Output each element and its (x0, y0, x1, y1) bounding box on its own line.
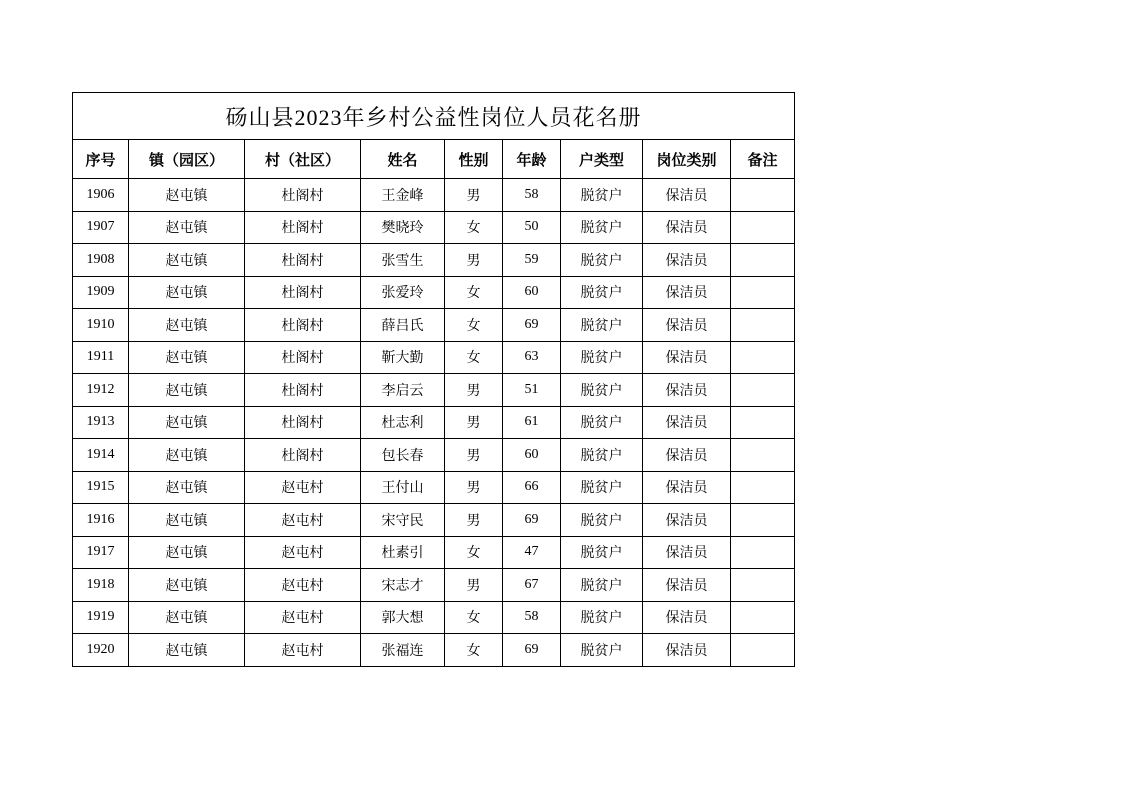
cell-gender: 男 (445, 504, 503, 537)
table-row (73, 634, 795, 667)
table-row (73, 471, 795, 504)
cell-name: 包长春 (361, 439, 445, 472)
cell-village: 杜阁村 (245, 406, 361, 439)
cell-seq: 1914 (73, 439, 129, 472)
cell-name: 郭大想 (361, 601, 445, 634)
cell-job-category: 保洁员 (643, 439, 731, 472)
table-row (73, 179, 795, 212)
cell-age: 58 (503, 601, 561, 634)
cell-seq: 1910 (73, 309, 129, 342)
cell-job-category: 保洁员 (643, 569, 731, 602)
cell-town: 赵屯镇 (129, 179, 245, 212)
cell-village: 赵屯村 (245, 504, 361, 537)
cell-job-category: 保洁员 (643, 341, 731, 374)
cell-name: 樊晓玲 (361, 211, 445, 244)
cell-town: 赵屯镇 (129, 536, 245, 569)
cell-remark (731, 471, 795, 504)
cell-gender: 男 (445, 569, 503, 602)
cell-seq: 1909 (73, 276, 129, 309)
cell-household-type: 脱贫户 (561, 244, 643, 277)
cell-village: 杜阁村 (245, 374, 361, 407)
cell-name: 杜素引 (361, 536, 445, 569)
cell-village: 杜阁村 (245, 211, 361, 244)
cell-remark (731, 211, 795, 244)
column-header-gender: 性别 (445, 140, 503, 179)
cell-seq: 1913 (73, 406, 129, 439)
cell-gender: 男 (445, 406, 503, 439)
cell-gender: 女 (445, 276, 503, 309)
cell-seq: 1915 (73, 471, 129, 504)
cell-age: 58 (503, 179, 561, 212)
roster-table (72, 92, 795, 667)
table-row (73, 406, 795, 439)
cell-name: 李启云 (361, 374, 445, 407)
cell-village: 赵屯村 (245, 471, 361, 504)
cell-seq: 1916 (73, 504, 129, 537)
table-row (73, 244, 795, 277)
cell-town: 赵屯镇 (129, 569, 245, 602)
cell-job-category: 保洁员 (643, 244, 731, 277)
cell-age: 47 (503, 536, 561, 569)
table-row (73, 374, 795, 407)
cell-town: 赵屯镇 (129, 341, 245, 374)
cell-town: 赵屯镇 (129, 244, 245, 277)
cell-remark (731, 179, 795, 212)
cell-gender: 女 (445, 341, 503, 374)
cell-name: 靳大勤 (361, 341, 445, 374)
cell-age: 69 (503, 309, 561, 342)
cell-remark (731, 536, 795, 569)
cell-gender: 男 (445, 179, 503, 212)
column-header-row (73, 140, 795, 179)
table-row (73, 601, 795, 634)
cell-gender: 女 (445, 536, 503, 569)
cell-remark (731, 341, 795, 374)
cell-remark (731, 439, 795, 472)
cell-household-type: 脱贫户 (561, 309, 643, 342)
cell-age: 61 (503, 406, 561, 439)
column-header-seq: 序号 (73, 140, 129, 179)
cell-seq: 1918 (73, 569, 129, 602)
cell-age: 51 (503, 374, 561, 407)
cell-household-type: 脱贫户 (561, 341, 643, 374)
cell-household-type: 脱贫户 (561, 569, 643, 602)
document-title: 砀山县2023年乡村公益性岗位人员花名册 (73, 93, 795, 140)
cell-household-type: 脱贫户 (561, 504, 643, 537)
cell-seq: 1908 (73, 244, 129, 277)
cell-household-type: 脱贫户 (561, 634, 643, 667)
cell-job-category: 保洁员 (643, 471, 731, 504)
cell-remark (731, 406, 795, 439)
cell-job-category: 保洁员 (643, 601, 731, 634)
cell-job-category: 保洁员 (643, 309, 731, 342)
cell-remark (731, 374, 795, 407)
cell-remark (731, 634, 795, 667)
cell-village: 杜阁村 (245, 276, 361, 309)
cell-age: 63 (503, 341, 561, 374)
cell-job-category: 保洁员 (643, 536, 731, 569)
cell-village: 赵屯村 (245, 536, 361, 569)
cell-name: 宋志才 (361, 569, 445, 602)
cell-age: 59 (503, 244, 561, 277)
cell-town: 赵屯镇 (129, 634, 245, 667)
cell-village: 杜阁村 (245, 309, 361, 342)
table-head (73, 93, 795, 179)
cell-gender: 男 (445, 471, 503, 504)
cell-remark (731, 569, 795, 602)
cell-gender: 女 (445, 211, 503, 244)
cell-town: 赵屯镇 (129, 471, 245, 504)
cell-age: 60 (503, 439, 561, 472)
column-header-town: 镇（园区） (129, 140, 245, 179)
cell-town: 赵屯镇 (129, 374, 245, 407)
table-row (73, 341, 795, 374)
cell-household-type: 脱贫户 (561, 179, 643, 212)
cell-name: 张福连 (361, 634, 445, 667)
cell-name: 张雪生 (361, 244, 445, 277)
cell-remark (731, 309, 795, 342)
cell-seq: 1911 (73, 341, 129, 374)
cell-age: 60 (503, 276, 561, 309)
cell-job-category: 保洁员 (643, 179, 731, 212)
table-row (73, 504, 795, 537)
cell-gender: 男 (445, 244, 503, 277)
cell-village: 赵屯村 (245, 569, 361, 602)
cell-household-type: 脱贫户 (561, 471, 643, 504)
cell-age: 67 (503, 569, 561, 602)
cell-gender: 男 (445, 439, 503, 472)
cell-seq: 1919 (73, 601, 129, 634)
cell-household-type: 脱贫户 (561, 601, 643, 634)
table-row (73, 439, 795, 472)
cell-gender: 女 (445, 601, 503, 634)
cell-job-category: 保洁员 (643, 504, 731, 537)
cell-name: 杜志利 (361, 406, 445, 439)
cell-town: 赵屯镇 (129, 309, 245, 342)
column-header-village: 村（社区） (245, 140, 361, 179)
table-row (73, 211, 795, 244)
cell-town: 赵屯镇 (129, 211, 245, 244)
table-body (73, 179, 795, 667)
cell-town: 赵屯镇 (129, 504, 245, 537)
table-row (73, 569, 795, 602)
cell-job-category: 保洁员 (643, 211, 731, 244)
cell-gender: 女 (445, 309, 503, 342)
title-row (73, 93, 795, 140)
cell-age: 69 (503, 634, 561, 667)
cell-household-type: 脱贫户 (561, 406, 643, 439)
cell-seq: 1917 (73, 536, 129, 569)
column-header-age: 年龄 (503, 140, 561, 179)
cell-seq: 1906 (73, 179, 129, 212)
cell-household-type: 脱贫户 (561, 374, 643, 407)
table-row (73, 276, 795, 309)
cell-name: 王付山 (361, 471, 445, 504)
cell-seq: 1920 (73, 634, 129, 667)
column-header-job-category: 岗位类别 (643, 140, 731, 179)
cell-household-type: 脱贫户 (561, 211, 643, 244)
cell-age: 69 (503, 504, 561, 537)
cell-age: 50 (503, 211, 561, 244)
cell-job-category: 保洁员 (643, 406, 731, 439)
cell-remark (731, 244, 795, 277)
document-page (72, 92, 794, 667)
table-row (73, 536, 795, 569)
cell-village: 杜阁村 (245, 439, 361, 472)
cell-town: 赵屯镇 (129, 439, 245, 472)
column-header-name: 姓名 (361, 140, 445, 179)
cell-town: 赵屯镇 (129, 601, 245, 634)
cell-remark (731, 276, 795, 309)
cell-household-type: 脱贫户 (561, 536, 643, 569)
cell-gender: 女 (445, 634, 503, 667)
cell-job-category: 保洁员 (643, 276, 731, 309)
cell-seq: 1912 (73, 374, 129, 407)
cell-town: 赵屯镇 (129, 406, 245, 439)
cell-name: 薛吕氏 (361, 309, 445, 342)
cell-remark (731, 601, 795, 634)
cell-gender: 男 (445, 374, 503, 407)
cell-household-type: 脱贫户 (561, 439, 643, 472)
cell-job-category: 保洁员 (643, 634, 731, 667)
cell-name: 王金峰 (361, 179, 445, 212)
cell-remark (731, 504, 795, 537)
cell-seq: 1907 (73, 211, 129, 244)
cell-village: 杜阁村 (245, 341, 361, 374)
cell-village: 赵屯村 (245, 601, 361, 634)
cell-age: 66 (503, 471, 561, 504)
cell-village: 杜阁村 (245, 179, 361, 212)
table-row (73, 309, 795, 342)
column-header-remark: 备注 (731, 140, 795, 179)
cell-village: 赵屯村 (245, 634, 361, 667)
cell-village: 杜阁村 (245, 244, 361, 277)
cell-job-category: 保洁员 (643, 374, 731, 407)
column-header-household-type: 户类型 (561, 140, 643, 179)
cell-name: 宋守民 (361, 504, 445, 537)
cell-town: 赵屯镇 (129, 276, 245, 309)
cell-household-type: 脱贫户 (561, 276, 643, 309)
cell-name: 张爱玲 (361, 276, 445, 309)
